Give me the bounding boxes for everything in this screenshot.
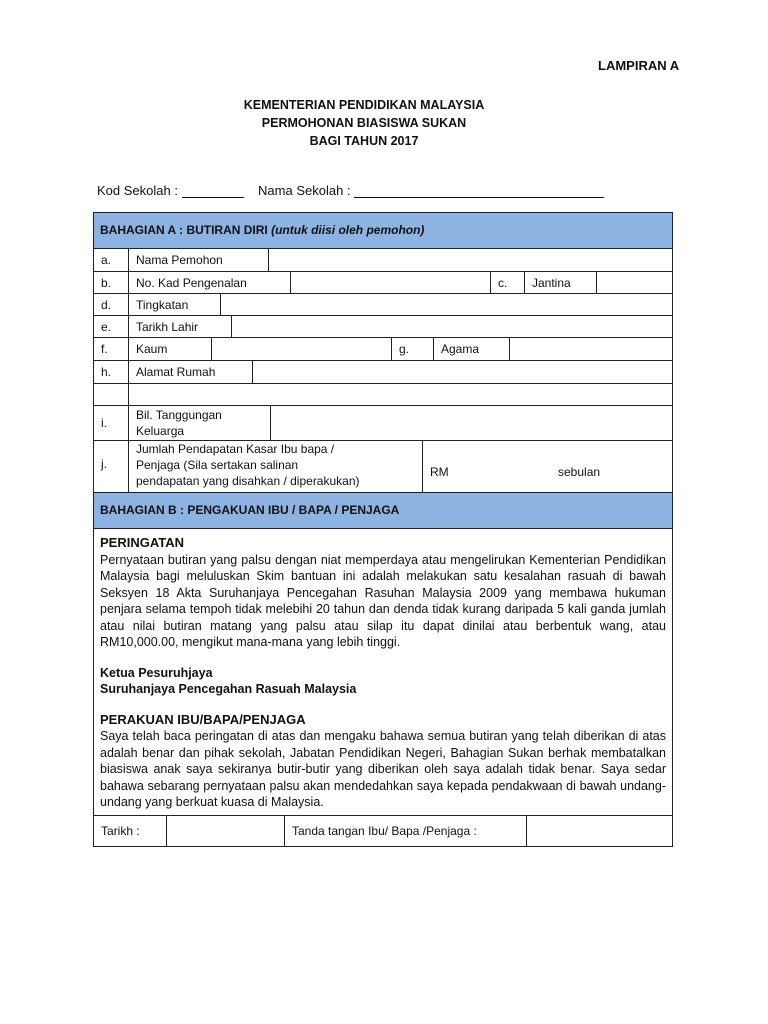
alamat-rumah-field[interactable] (252, 361, 672, 383)
agama-label: Agama (441, 342, 480, 356)
row-letter-h: h. (101, 365, 112, 379)
pendapatan-field[interactable] (422, 441, 672, 492)
tarikh-lahir-label: Tarikh Lahir (136, 320, 199, 334)
section-b-title: BAHAGIAN B : PENGAKUAN IBU / BAPA / PENJAGA (100, 503, 400, 517)
alamat-rumah-field-line2[interactable] (128, 384, 672, 405)
currency-rm: RM (430, 465, 449, 479)
section-a-header (94, 213, 672, 248)
row-alamat-rumah-continued (94, 383, 672, 405)
tandatangan-field[interactable] (526, 816, 672, 846)
jantina-label-cell (524, 272, 596, 293)
row-letter-g-cell (391, 338, 433, 360)
alamat-rumah-label: Alamat Rumah (136, 365, 216, 379)
pendapatan-label-line1: Jumlah Pendapatan Kasar Ibu bapa / (136, 442, 335, 456)
nama-pemohon-field[interactable] (268, 249, 672, 271)
bil-tanggungan-label-cell (128, 406, 270, 440)
pendapatan-label-line3: pendapatan yang disahkan / diperakukan) (136, 474, 360, 488)
signatory-title: Ketua Pesuruhjaya (100, 665, 213, 680)
row-bil-tanggungan (94, 405, 672, 440)
row-letter-d: d. (101, 298, 112, 312)
application-form (93, 212, 673, 847)
row-letter-j: j. (101, 457, 107, 471)
alamat-rumah-label-cell (128, 361, 252, 383)
nama-pemohon-label-cell (128, 249, 268, 271)
row-letter-f: f. (101, 342, 108, 356)
tarikh-field[interactable] (166, 816, 284, 846)
perakuan-text: Saya telah baca peringatan di atas dan mengaku bahawa semua butiran yang telah diberikan di atas adalah benar dan pihak sekolah, Jabatan Pendidikan Negeri, Bahagian Sukan berhak membatalkan biasiswa anak saya sekiranya butir-butir yang diberikan oleh saya adalah tidak benar. Saya sedar bahawa sebarang pernyataan palsu akan mendedahkan saya kepada pendakwaan di bawah undang-undang yang berkuat kuasa di Malaysia. (100, 729, 666, 809)
row-letter-c: c. (498, 276, 508, 290)
nama-pemohon-label: Nama Pemohon (136, 253, 223, 267)
peringatan-text: Pernyataan butiran yang palsu dengan niat memperdaya atau mengelirukan Kementerian Pendidikan Malaysia bagi meluluskan Skim bantuan ini adalah melakukan satu kesalahan rasuah di bawah Seksyen 18 Akta Suruhanjaya Pencegahan Rasuhan Malaysia 2009 yang membawa hukuman penjara selama tempoh tidak melebihi 20 tahun dan denda tidak kurang daripada 5 kali ganda jumlah atau nilai butiran matang yang palsu atau silap itu dapat dinilai atau berbentuk wang, atau RM10,000.00, mengikut mana-mana yang lebih tinggi. (100, 552, 666, 649)
section-a-subtitle: (untuk diisi oleh pemohon) (271, 223, 425, 237)
tingkatan-label: Tingkatan (136, 298, 189, 312)
pendapatan-label-line2: Penjaga (Sila sertakan salinan (136, 458, 299, 472)
row-letter-a: a. (101, 253, 112, 267)
row-pendapatan (94, 440, 672, 492)
tingkatan-label-cell (128, 294, 220, 315)
row-alamat-rumah (94, 360, 672, 383)
tarikh-lahir-field[interactable] (231, 316, 672, 337)
row-letter-g: g. (399, 342, 410, 356)
document-title (0, 96, 768, 150)
kaum-label: Kaum (136, 342, 168, 356)
row-tarikh-lahir (94, 315, 672, 337)
row-letter-c-cell (490, 272, 524, 293)
agama-label-cell (433, 338, 509, 360)
row-kaum-agama (94, 337, 672, 360)
school-info-line (97, 183, 604, 198)
peringatan-title: PERINGATAN (100, 535, 185, 550)
kad-pengenalan-label: No. Kad Pengenalan (136, 276, 247, 290)
title-year: BAGI TAHUN 2017 (309, 134, 419, 148)
title-application: PERMOHONAN BIASISWA SUKAN (261, 116, 467, 130)
jantina-label: Jantina (532, 276, 571, 290)
row-tingkatan (94, 293, 672, 315)
row-nama-pemohon (94, 248, 672, 271)
period-sebulan: sebulan (558, 465, 601, 479)
row-letter-e: e. (101, 320, 112, 334)
tarikh-lahir-label-cell (128, 316, 231, 337)
tingkatan-field[interactable] (220, 294, 672, 315)
section-b-body (94, 528, 672, 815)
lampiran-label: LAMPIRAN A (598, 58, 680, 73)
kaum-label-cell (128, 338, 211, 360)
perakuan-title: PERAKUAN IBU/BAPA/PENJAGA (100, 711, 306, 727)
section-a-title: BAHAGIAN A : BUTIRAN DIRI (100, 223, 268, 237)
agama-field[interactable] (509, 338, 672, 360)
nama-sekolah-label: Nama Sekolah : (258, 183, 351, 198)
row-kad-pengenalan (94, 271, 672, 293)
tandatangan-label: Tanda tangan Ibu/ Bapa /Penjaga : (292, 823, 477, 838)
tandatangan-label-cell (284, 816, 526, 846)
kad-pengenalan-field[interactable] (290, 272, 490, 293)
bil-tanggungan-label-line1: Bil. Tanggungan (136, 408, 222, 422)
title-ministry: KEMENTERIAN PENDIDIKAN MALAYSIA (243, 98, 485, 112)
kad-pengenalan-label-cell (128, 272, 290, 293)
bil-tanggungan-field[interactable] (270, 406, 672, 440)
nama-sekolah-field[interactable] (354, 185, 604, 198)
kod-sekolah-label: Kod Sekolah : (97, 183, 178, 198)
section-b-header (94, 492, 672, 528)
row-signature (94, 815, 672, 846)
kaum-field[interactable] (211, 338, 391, 360)
row-letter-b: b. (101, 276, 112, 290)
kod-sekolah-field[interactable] (182, 185, 244, 198)
tarikh-label: Tarikh : (101, 823, 140, 838)
pendapatan-label-cell (128, 441, 422, 492)
row-letter-i: i. (101, 416, 107, 430)
signatory-organisation: Suruhanjaya Pencegahan Rasuah Malaysia (100, 682, 357, 696)
jantina-field[interactable] (596, 272, 672, 293)
bil-tanggungan-label-line2: Keluarga (136, 424, 185, 438)
